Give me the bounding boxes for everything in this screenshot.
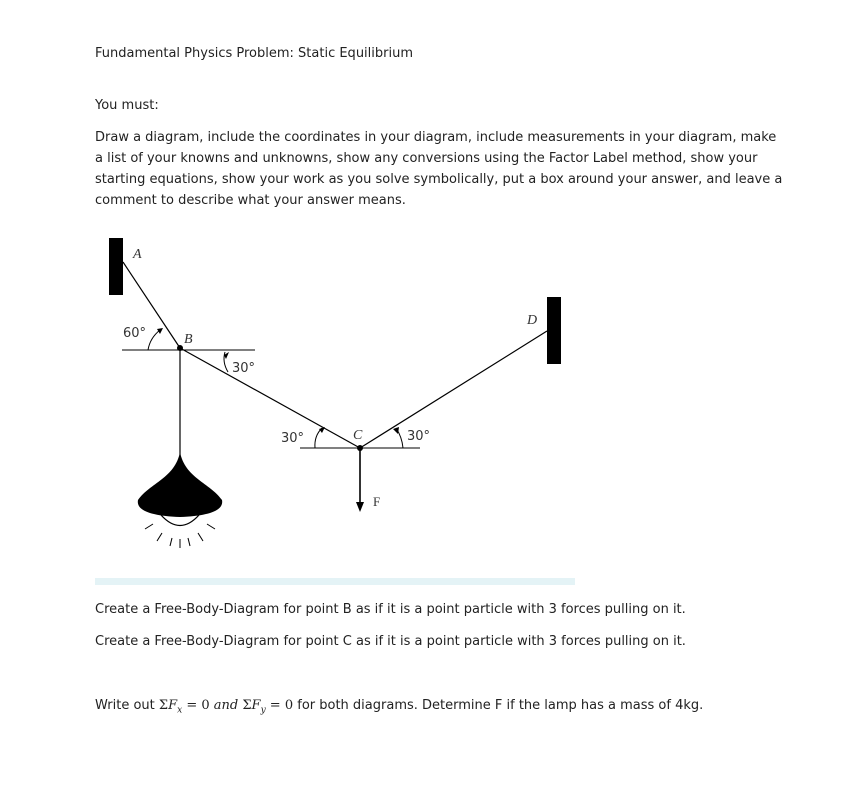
label-a: A xyxy=(133,247,142,262)
angle-arc-a-arrowhead xyxy=(157,328,163,334)
lamp-shade xyxy=(138,452,222,517)
angle-arc-a xyxy=(148,330,160,350)
instructions-paragraph: Draw a diagram, include the coordinates in your diagram, include measurements in your diagram, make a list of your knowns and unknowns, show any conversions using the Factor Label method, show your starting equations, show your work as you solve symbolically, put a box around your answer, and leave a comment to describe what your answer means. xyxy=(95,130,783,208)
divider-bar xyxy=(95,578,575,585)
must-heading: You must: xyxy=(95,98,159,113)
wall-a xyxy=(109,238,123,295)
angle-label-c-left: 30° xyxy=(281,431,305,446)
label-c: C xyxy=(353,428,363,443)
rope-c-d xyxy=(360,331,547,448)
wall-d xyxy=(547,297,561,364)
angle-label-c-right: 30° xyxy=(407,429,431,444)
lamp xyxy=(138,452,222,548)
angle-arc-c-right-arrowhead xyxy=(393,427,399,434)
point-b xyxy=(177,345,183,351)
q3-suffix: for both diagrams. Determine F if the lamp has a mass of 4kg. xyxy=(293,698,704,713)
question-point-c: Create a Free-Body-Diagram for point C as if it is a point particle with 3 forces pulling on it. xyxy=(95,634,686,649)
question-equations xyxy=(95,695,703,722)
lamp-equilibrium-diagram xyxy=(95,228,575,588)
angle-label-b: 30° xyxy=(232,361,256,376)
label-d: D xyxy=(527,313,538,328)
label-b: B xyxy=(184,332,193,347)
page-title: Fundamental Physics Problem: Static Equilibrium xyxy=(95,46,413,61)
lamp-light-rays xyxy=(145,524,215,548)
force-f-arrowhead xyxy=(356,502,364,512)
sum-fx-equation: $\Sigma F_x = 0$ and $\Sigma F_y = 0$ xyxy=(158,698,294,716)
angle-arc-c-left-arrowhead xyxy=(319,427,325,433)
rope-b-c xyxy=(180,348,360,448)
angle-label-a: 60° xyxy=(123,326,147,341)
q3-prefix: Write out xyxy=(95,698,159,713)
question-point-b: Create a Free-Body-Diagram for point B as if it is a point particle with 3 forces pulling on it. xyxy=(95,602,686,617)
label-f: F xyxy=(373,494,381,509)
